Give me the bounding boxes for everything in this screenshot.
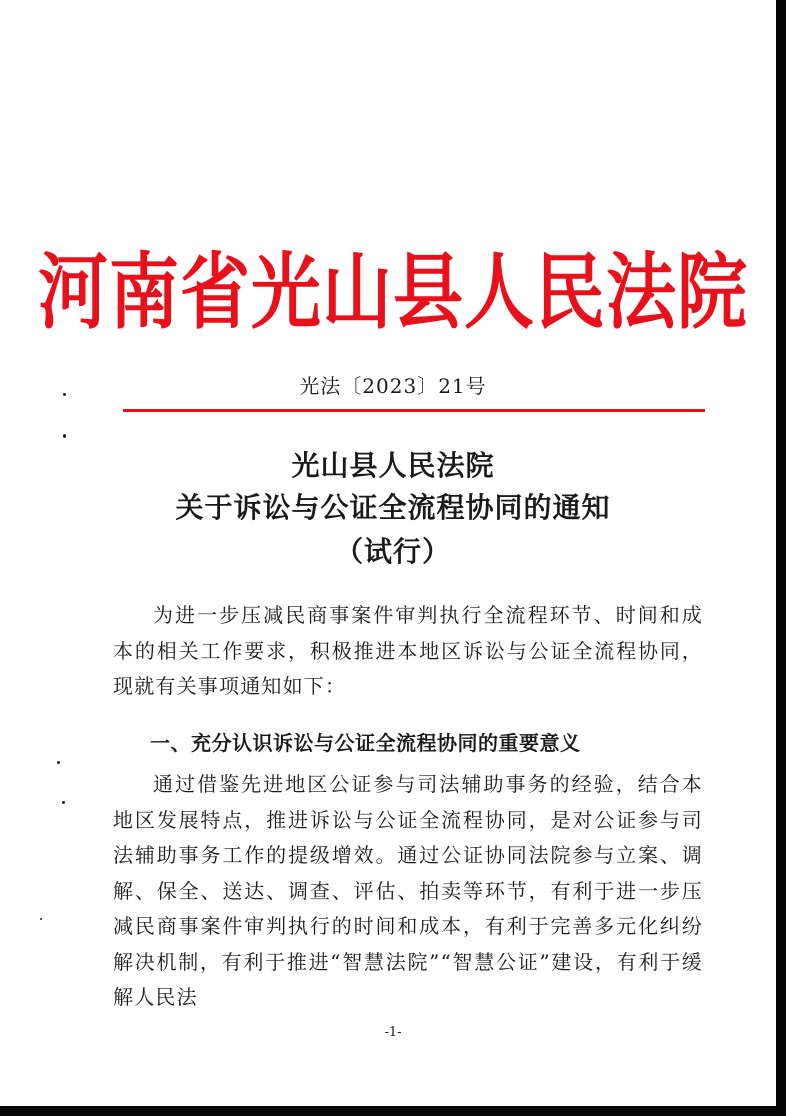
section-1-text: 通过借鉴先进地区公证参与司法辅助事务的经验，结合本地区发展特点，推进诉讼与公证全流程协同，是对公证参与司法辅助事务工作的提级增效。通过公证协同法院参与立案、调解、保全、送达、调查、评估、拍卖等环节，有利于进一步压减民商事案件审判执行的时间和成本，有利于完善多元化纠纷解决机制，有利于推进“智慧法院”“智慧公证”建设，有利于缓解人民法	[113, 772, 703, 1009]
title-line-2: 关于诉讼与公证全流程协同的通知	[175, 491, 611, 524]
scan-speck	[57, 761, 60, 764]
title-line-3: （试行）	[334, 535, 451, 568]
red-divider	[123, 409, 705, 412]
document-number: 光法〔2023〕21号	[299, 374, 487, 398]
intro-paragraph	[113, 598, 703, 705]
page-number: -1-	[384, 1025, 402, 1040]
scan-speck	[63, 434, 66, 438]
scan-speck	[62, 801, 65, 804]
section-1-paragraph	[113, 767, 703, 1016]
scan-edge-bottom	[0, 1106, 786, 1116]
section-heading-1: 一、充分认识诉讼与公证全流程协同的重要意义	[150, 731, 581, 755]
issuer-header: 河南省光山县人民法院	[38, 242, 748, 341]
title-line-1: 光山县人民法院	[291, 449, 495, 482]
intro-text: 为进一步压减民商事案件审判执行全流程环节、时间和成本的相关工作要求，积极推进本地区诉讼与公证全流程协同，现就有关事项通知如下：	[113, 603, 703, 698]
scan-speck	[40, 918, 42, 920]
